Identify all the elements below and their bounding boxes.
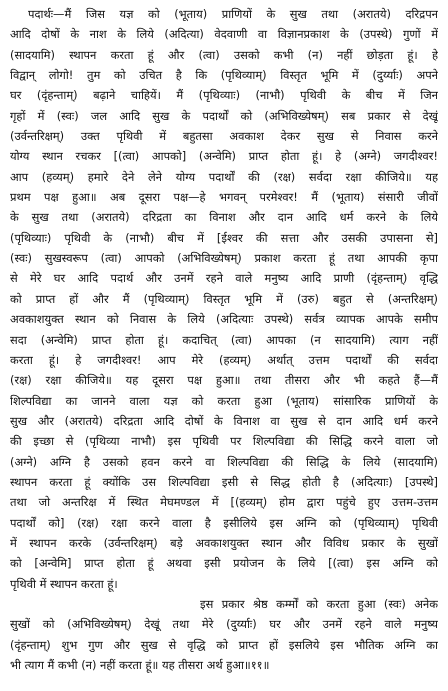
text-line: घर (दृंहन्ताम्) बढ़ाने चाहियें। मैं (पृथिव्याः) (नाभौ) पृथिवी के बीच में जिन bbox=[10, 88, 438, 103]
text-line: (रक्ष) रक्षा कीजिये॥ यह दूसरा पक्ष हुआ॥ तथा तीसरा और भी कहते हैं—मैं bbox=[10, 373, 438, 388]
text-line: आदि दोषों के नाश के लिये (अदित्या) वेदवाणी वा विज्ञानप्रकाश के (उपस्थे) गुणों में bbox=[10, 27, 438, 42]
text-line: को प्राप्त हों और मैं (पृथिव्याम्) विस्तृत भूमि में (उरु) बहुत से (अन्तरिक्षम्) bbox=[10, 291, 438, 306]
text-line: पृथिवी में स्थापन करता हूं। bbox=[10, 576, 118, 591]
text-line: की इच्छा से (पृथिव्या नाभौ) इस पृथिवी पर शिल्पविद्या की सिद्धि करने वाला जो bbox=[10, 434, 438, 449]
text-line: से मेरे घर आदि पदार्थ और उनमें रहने वाले मनुष्य आदि प्राणी (दृंहन्ताम्) वृद्धि bbox=[10, 271, 438, 286]
text-line: गृहों में (स्वः) जल आदि सुख के पदार्थों को (अभिविख्येषम्) सब प्रकार से देखूं bbox=[10, 108, 438, 123]
text-line: में स्थापन करके (उर्वन्तरिक्षम्) बड़े अवकाशयुक्त स्थान और विविध प्रकार के सुखों bbox=[10, 535, 438, 550]
text-line: प्रथम पक्ष हुआ॥ अब दूसरा पक्ष—हे भगवन् परमेश्वर! मैं (भूताय) संसारी जीवों bbox=[10, 190, 438, 205]
text-line: (सादयामि) स्थापन करता हूं और (त्वा) उसको कभी (न) नहीं छोड़ता हूं। हे bbox=[10, 47, 438, 62]
text-line: विद्वान् लोगो! तुम को उचित है कि (पृथिव्याम्) विस्तृत भूमि में (दुर्य्याः) अपने bbox=[10, 68, 438, 83]
text-line: को [अन्वेमि] प्राप्त होता हूं अथवा इसी प्रयोजन के लिये [(त्वा) इस अग्नि को bbox=[10, 556, 438, 571]
text-line: भी त्याग मैं कभी (न) नहीं करता हूं॥ यह तीसरा अर्थ हुआ॥११॥ bbox=[10, 658, 270, 672]
text-line: योग्य स्थान रचकर [(त्वा) आपको] (अन्वेमि) प्राप्त होता हूं। हे (अग्ने) जगदीश्वर! bbox=[10, 149, 438, 164]
text-line: स्थापन करता हूं क्योंकि उस शिल्पविद्या इसी से सिद्ध होती है (अदित्याः) [उपस्थे] bbox=[10, 474, 438, 489]
text-line: पदार्थों को] (रक्ष) रक्षा करने वाला है इसीलिये इस अग्नि को (पृथिव्याम्) पृथिवी bbox=[10, 515, 438, 530]
text-line: शिल्पविद्या का जानने वाला यज्ञ को करता हुआ (भूताय) सांसारिक प्राणियों के bbox=[10, 393, 438, 408]
text-line: पदार्थः—मैं जिस यज्ञ को (भूताय) प्राणियों के सुख तथा (अरातये) दरिद्रपन bbox=[28, 7, 438, 21]
text-line: तथा जो अन्तरिक्ष में स्थित मेघमण्डल में [(हव्यम्) होम द्वारा पहुंचे हुए उत्तम-उत्तम bbox=[10, 495, 438, 510]
text-line: सदा (अन्वेमि) प्राप्त होता हूं। कदाचित् (त्वा) आपका (न सादयामि) त्याग नहीं bbox=[10, 332, 438, 347]
padarth-paragraph bbox=[10, 4, 438, 675]
text-line: सुखों को (अभिविख्येषम्) देखूं तथा मेरे (दुर्य्याः) घर और उनमें रहने वाले मनुष्य bbox=[10, 617, 438, 632]
text-line: (स्वः) सुखस्वरूप (त्वा) आपको (अभिविख्येषम्) प्रकाश करता हूं तथा आपकी कृपा bbox=[10, 251, 438, 266]
text-line: अवकाशयुक्त स्थान को निवास के लिये (अदित्याः उपस्थे) सर्वत्र व्यापक आपके समीप bbox=[10, 312, 438, 327]
text-line: (दृंहन्ताम्) शुभ गुण और सुख से वृद्धि को प्राप्त हों इसलिये इस भौतिक अग्नि का bbox=[10, 637, 438, 652]
text-line: (उर्वन्तरिक्षम्) उक्त पृथिवी में बहुतसा अवकाश देकर सुख से निवास करने bbox=[10, 129, 438, 144]
text-line: करता हूं। हे जगदीश्वर! आप मेरे (हव्यम्) अर्थात् उत्तम पदार्थों की सर्वदा bbox=[10, 352, 438, 367]
text-line: (पृथिव्याः) पृथिवी के (नाभौ) बीच में [ईश्वर की सत्ता और उसकी उपासना से] bbox=[10, 230, 438, 245]
text-line: इस प्रकार श्रेष्ठ कर्म्मों को करता हुआ (स्वः) अनेक bbox=[200, 596, 438, 611]
text-line: (अग्ने) अग्नि है उसको हवन करने वा शिल्पविद्या की सिद्धि के लिये (सादयामि) bbox=[10, 454, 438, 469]
text-line: के सुख तथा (अरातये) दरिद्रता का विनाश और दान आदि धर्म करने के लिये bbox=[10, 210, 438, 225]
text-line: सुख और (अरातये) दरिद्रता आदि दोषों के विनाश वा सुख से दान आदि धर्म करने bbox=[10, 413, 438, 428]
text-line: आप (हव्यम्) हमारे देने लेने योग्य पदार्थों की (रक्ष) सर्वदा रक्षा कीजिये॥ यह bbox=[10, 169, 438, 184]
